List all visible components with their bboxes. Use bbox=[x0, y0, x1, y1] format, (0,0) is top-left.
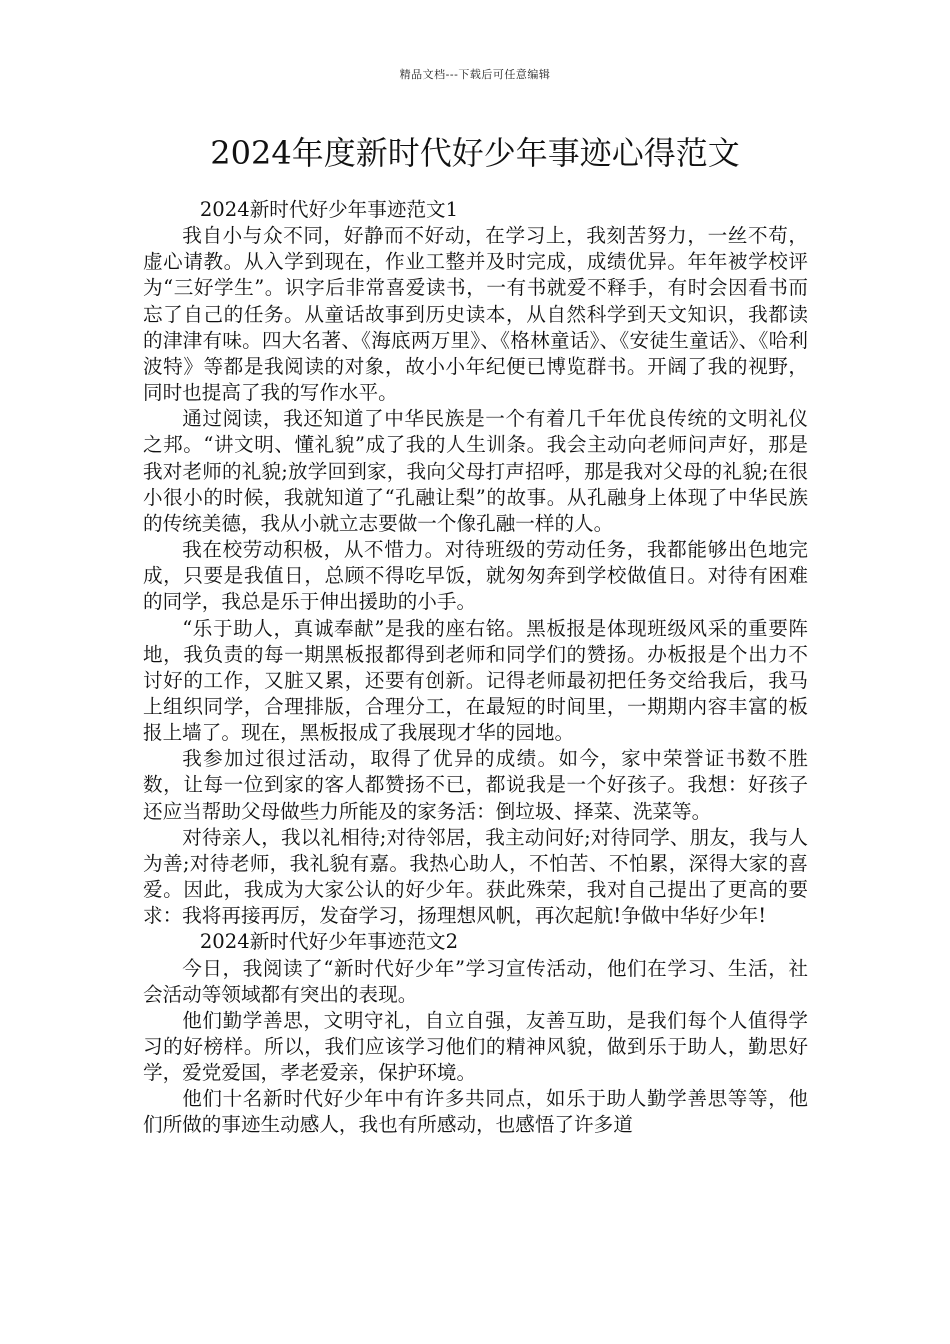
section-heading-2: 2024新时代好少年事迹范文2 bbox=[199, 930, 459, 954]
paragraph: 我参加过很过活动，取得了优异的成绩。如今，家中荣誉证书数不胜数，让每一位到家的客人都赞扬不已，都说我是一个好孩子。我想：好孩子还应当帮助父母做些力所能及的家务活：倒垃圾、择菜、洗菜等。 bbox=[143, 747, 808, 823]
document-body bbox=[143, 197, 808, 1139]
paragraph: 我在校劳动积极，从不惜力。对待班级的劳动任务，我都能够出色地完成，只要是我值日，总顾不得吃早饭，就匆匆奔到学校做值日。对待有困难的同学，我总是乐于伸出援助的小手。 bbox=[143, 538, 808, 614]
header-note: 精品文档---下载后可任意编辑 bbox=[399, 68, 551, 81]
paragraph: 他们十名新时代好少年中有许多共同点，如乐于助人勤学善思等等，他们所做的事迹生动感人，我也有所感动，也感悟了许多道 bbox=[143, 1087, 808, 1137]
document-title: 2024年度新时代好少年事迹心得范文 bbox=[210, 134, 740, 172]
paragraph: 他们勤学善思，文明守礼，自立自强，友善互助，是我们每个人值得学习的好榜样。所以，我们应该学习他们的精神风貌，做到乐于助人，勤思好学，爱党爱国，孝老爱亲，保护环境。 bbox=[143, 1008, 808, 1085]
paragraph: 通过阅读，我还知道了中华民族是一个有着几千年优良传统的文明礼仪之邦。“讲文明、懂礼貌”成了我的人生训条。我会主动向老师问声好，那是我对老师的礼貌;放学回到家，我向父母打声招呼，那是我对父母的礼貌;在很小很小的时候，我就知道了“孔融让梨”的故事。从孔融身上体现了中华民族的传统美德，我从小就立志要做一个像孔融一样的人。 bbox=[143, 407, 808, 535]
paragraph: 对待亲人，我以礼相待;对待邻居，我主动问好;对待同学、朋友，我与人为善;对待老师，我礼貌有嘉。我热心助人，不怕苦、不怕累，深得大家的喜爱。因此，我成为大家公认的好少年。获此殊荣，我对自己提出了更高的要求：我将再接再厉，发奋学习，扬理想风帆，再次起航!争做中华好少年! bbox=[143, 825, 808, 928]
paragraph: 今日，我阅读了“新时代好少年”学习宣传活动，他们在学习、生活，社会活动等领域都有突出的表现。 bbox=[143, 956, 808, 1006]
paragraph: “乐于助人，真诚奉献”是我的座右铭。黑板报是体现班级风采的重要阵地，我负责的每一期黑板报都得到老师和同学们的赞扬。办板报是个出力不讨好的工作，又脏又累，还要有创新。记得老师最初把任务交给我后，我马上组织同学，合理排版，合理分工，在最短的时间里，一期期内容丰富的板报上墙了。现在，黑板报成了我展现才华的园地。 bbox=[143, 616, 808, 745]
section-heading-1: 2024新时代好少年事迹范文1 bbox=[199, 198, 459, 221]
paragraph: 我自小与众不同，好静而不好动，在学习上，我刻苦努力，一丝不苟，虚心请教。从入学到现在，作业工整并及时完成，成绩优异。年年被学校评为“三好学生”。识字后非常喜爱读书，一有书就爱不释手，有时会因看书而忘了自己的任务。从童话故事到历史读本，从自然科学到天文知识，我都读的津津有味。四大名著、《海底两万里》、《格林童话》、《安徒生童话》、《哈利波特》等都是我阅读的对象，故小小年纪便已博览群书。开阔了我的视野，同时也提高了我的写作水平。 bbox=[143, 224, 808, 405]
